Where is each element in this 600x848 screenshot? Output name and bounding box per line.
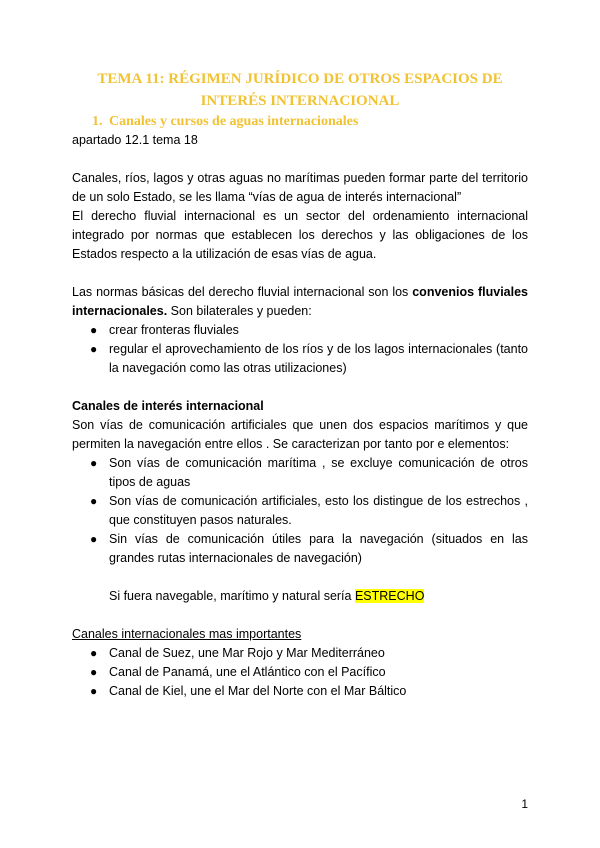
list-item-text: Canal de Panamá, une el Atlántico con el Pacífico [109, 665, 386, 679]
list-item-text: Canal de Kiel, une el Mar del Norte con el Mar Báltico [109, 684, 407, 698]
paragraph-definition: El derecho fluvial internacional es un sector del ordenamiento internacional integrado por normas que establecen los derechos y las obligaciones de los Estados respecto a la utilización de esas vías de agua. [72, 209, 528, 261]
list-item [72, 492, 528, 530]
convenios-text-after: Son bilaterales y pueden: [167, 304, 312, 318]
list-item [72, 682, 528, 701]
list-item-text: Sin vías de comunicación útiles para la navegación (situados en las grandes rutas internacionales de navegación) [109, 532, 528, 565]
list-item [72, 454, 528, 492]
section-number: 1. [92, 114, 103, 129]
list-item [72, 321, 528, 340]
convenios-bold: convenios fluviales internacionales. [72, 285, 528, 318]
list-item-text: Son vías de comunicación marítima , se excluye comunicación de otros tipos de aguas [109, 456, 528, 489]
list-item [72, 644, 528, 663]
bullet-icon: ● [90, 532, 98, 546]
bullet-icon: ● [90, 646, 98, 660]
bullet-icon: ● [90, 456, 98, 470]
list-item-text: Canal de Suez, une Mar Rojo y Mar Mediterráneo [109, 646, 385, 660]
bullet-icon: ● [90, 494, 98, 508]
paragraph-intro: Canales, ríos, lagos y otras aguas no marítimas pueden formar parte del territorio de un solo Estado, se les llama “vías de agua de interés internacional” [72, 171, 528, 204]
page-number: 1 [521, 797, 528, 811]
list-item-text: Son vías de comunicación artificiales, esto los distingue de los estrechos , que constituyen pasos naturales. [109, 494, 528, 527]
bullet-icon: ● [90, 665, 98, 679]
list-item [72, 340, 528, 378]
important-canals-heading: Canales internacionales mas importantes [72, 627, 302, 641]
list-item [72, 530, 528, 568]
paragraph-convenios [72, 283, 528, 321]
section-heading-text: Canales y cursos de aguas internacionales [109, 114, 359, 129]
bullet-icon: ● [90, 323, 98, 337]
bullet-icon: ● [90, 684, 98, 698]
estrecho-highlight: ESTRECHO [354, 589, 425, 603]
convenios-list [72, 321, 528, 378]
estrecho-note-text: Si fuera navegable, marítimo y natural sería [109, 589, 355, 603]
list-item-text: regular el aprovechamiento de los ríos y de los lagos internacionales (tanto la navegación como las otras utilizaciones) [109, 342, 528, 375]
document-title: TEMA 11: RÉGIMEN JURÍDICO DE OTROS ESPACIOS DE INTERÉS INTERNACIONAL [97, 71, 503, 109]
section-heading-1 [92, 113, 358, 131]
list-item-text: crear fronteras fluviales [109, 323, 239, 337]
reference-note: apartado 12.1 tema 18 [72, 133, 198, 147]
list-item [72, 663, 528, 682]
canales-heading: Canales de interés internacional [72, 399, 264, 413]
important-canals-list [72, 644, 528, 701]
convenios-text-before: Las normas básicas del derecho fluvial internacional son los [72, 285, 413, 299]
canales-intro: Son vías de comunicación artificiales que unen dos espacios marítimos y que permiten la navegación entre ellos . Se caracterizan por tanto por e elementos: [72, 418, 528, 451]
bullet-icon: ● [90, 342, 98, 356]
canales-characteristics-list [72, 454, 528, 568]
estrecho-note [109, 587, 528, 606]
